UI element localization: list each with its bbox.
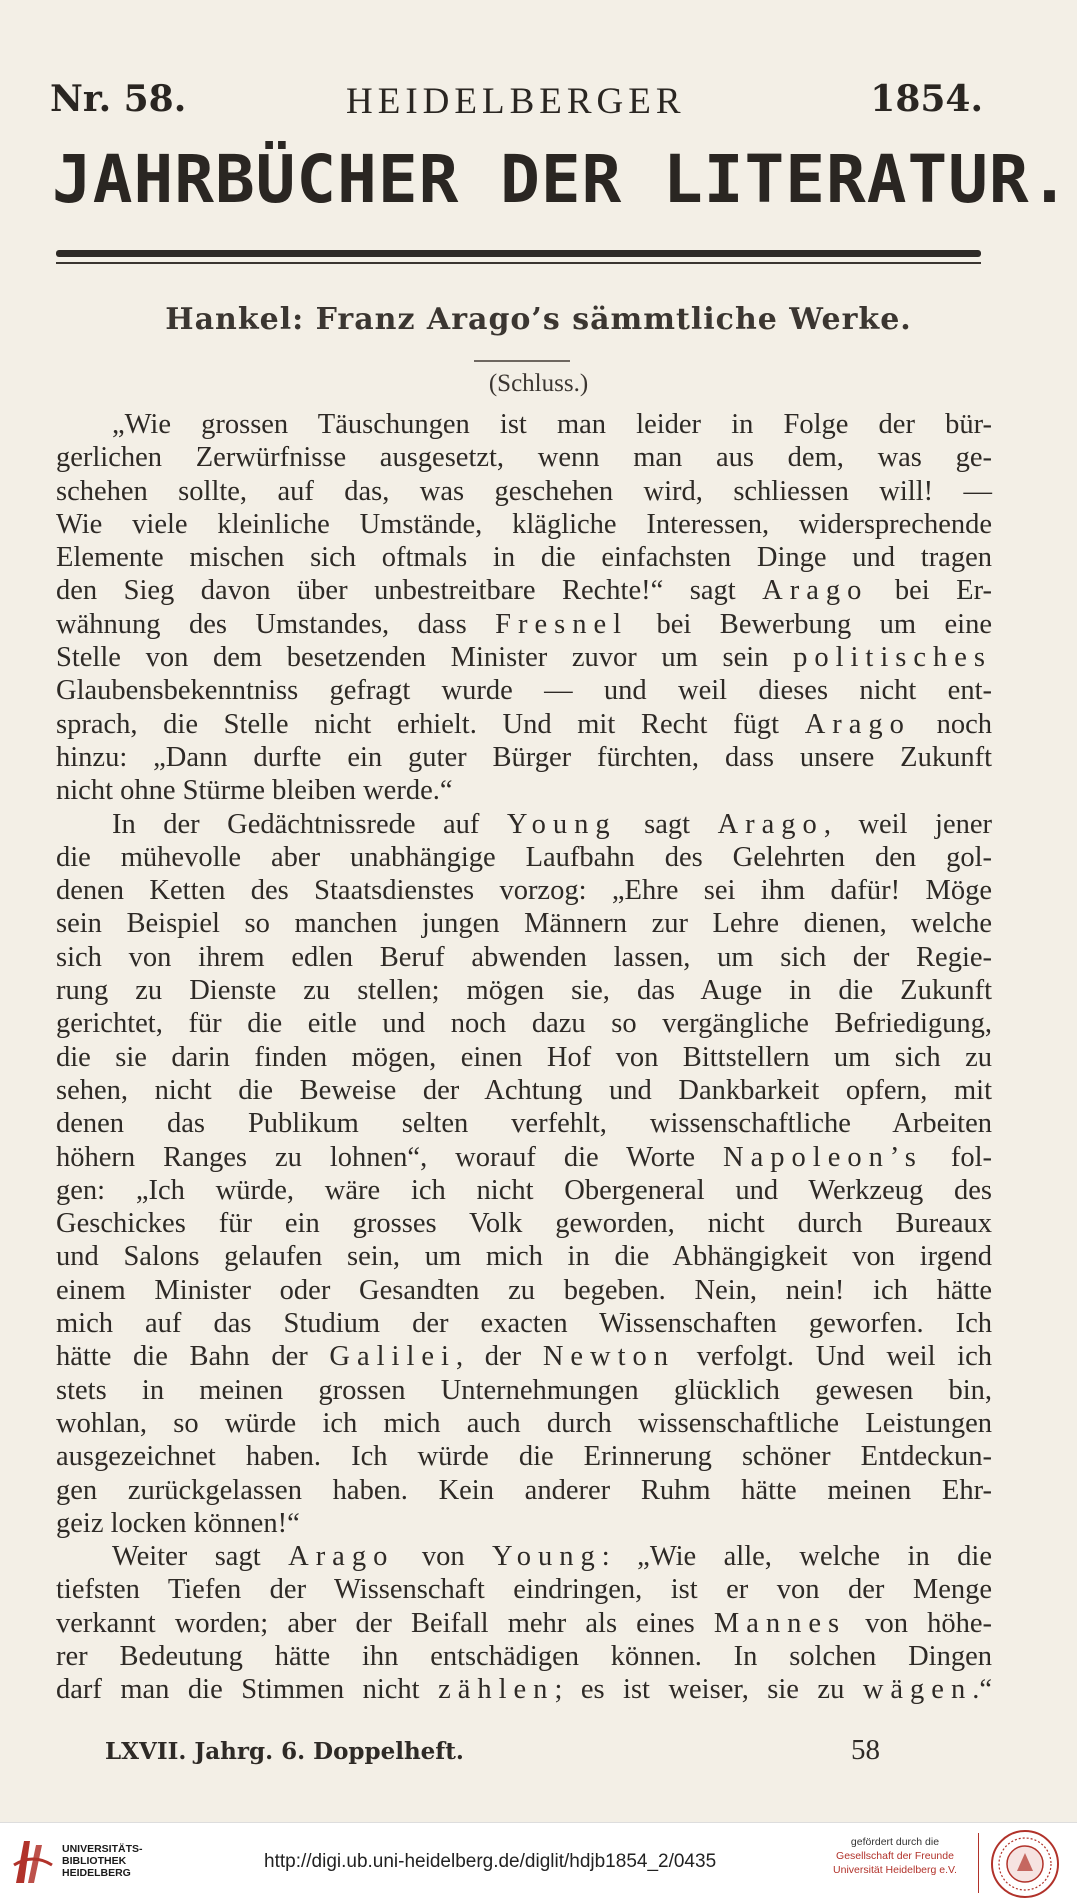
spaced-name: Napoleon’s [723, 1141, 923, 1173]
text-line [56, 1041, 992, 1074]
text-segment: und Salons gelaufen sein, um mich in die Abhängigkeit von irgend [56, 1241, 992, 1273]
text-line [56, 1207, 992, 1240]
spaced-name: Newton [542, 1341, 676, 1373]
text-segment: rung zu Dienste zu stellen; mögen sie, das Auge in die Zukunft [56, 975, 992, 1007]
text-segment: schehen sollte, auf das, was geschehen wird, schliessen will! — [56, 475, 992, 507]
text-line [56, 574, 992, 607]
text-segment: die sie darin finden mögen, einen Hof von Bittstellern um sich zu [56, 1041, 992, 1073]
text-line [56, 1540, 992, 1573]
masthead-rule-thick [56, 250, 981, 257]
text-segment: Elemente mischen sich oftmals in die einfachsten Dinge und tragen [56, 542, 992, 574]
spaced-name: Galilei [329, 1341, 456, 1373]
library-name-line: UNIVERSITÄTS- [62, 1843, 143, 1855]
title-divider [474, 360, 570, 362]
text-segment: höhern Ranges zu lohnen“, worauf die Worte [56, 1141, 724, 1173]
text-segment: tiefsten Tiefen der Wissenschaft eindringen, ist er von der Menge [56, 1574, 992, 1606]
text-line [56, 475, 992, 508]
text-line [56, 708, 992, 741]
spaced-name: Arago [288, 1541, 395, 1573]
text-line [56, 1673, 992, 1706]
text-line [56, 1607, 992, 1640]
text-line [56, 974, 992, 1007]
spaced-name: zählen [438, 1674, 555, 1706]
text-segment: gerlichen Zerwürfnisse ausgesetzt, wenn man aus dem, was ge- [56, 442, 992, 474]
permalink-url[interactable]: http://digi.ub.uni-heidelberg.de/diglit/hdjb1854_2/0435 [264, 1851, 717, 1872]
article-body [56, 408, 992, 1707]
text-line [56, 1007, 992, 1040]
text-segment: In der Gedächtnissrede auf [112, 808, 507, 840]
text-segment: .“ [972, 1674, 992, 1706]
text-line [56, 1340, 992, 1373]
text-segment: nicht ohne Stürme bleiben werde.“ [56, 775, 453, 807]
text-segment: Stelle von dem besetzenden Minister zuvor um sein [56, 642, 794, 674]
text-line [56, 808, 992, 841]
issue-number: Nr. 58. [50, 78, 187, 120]
text-segment: , der [455, 1341, 543, 1373]
sponsor-line: gefördert durch die [850, 1836, 940, 1848]
spaced-name: Young [506, 808, 617, 840]
text-segment: hätte die Bahn der [56, 1341, 330, 1373]
text-line [56, 441, 992, 474]
text-line [56, 1440, 992, 1473]
text-segment: gen zurückgelassen haben. Kein anderer Ruhm hätte meinen Ehr- [56, 1474, 992, 1506]
text-segment: bei Bewerbung um eine [628, 608, 992, 640]
sponsor-note [820, 1835, 970, 1877]
text-line [56, 907, 992, 940]
library-logo-icon[interactable] [10, 1835, 56, 1889]
text-segment: ausgezeichnet haben. Ich würde die Erinnerung schöner Entdeckun- [56, 1441, 992, 1473]
text-segment: „Wie grossen Täuschungen ist man leider in Folge der bür- [112, 409, 992, 440]
text-line [56, 774, 992, 807]
text-segment: sehen, nicht die Beweise der Achtung und Dankbarkeit opfern, mit [56, 1074, 992, 1106]
text-segment: von höhe- [846, 1607, 993, 1639]
library-name-line: BIBLIOTHEK [62, 1855, 127, 1867]
text-line [56, 641, 992, 674]
text-line [56, 1107, 992, 1140]
page-footer [105, 1734, 895, 1766]
text-segment: fol- [922, 1141, 992, 1173]
text-segment: mich auf das Studium der exacten Wissenschaften geworfen. Ich [56, 1308, 992, 1340]
text-line [56, 1474, 992, 1507]
text-line [56, 608, 992, 641]
text-segment: gerichtet, für die eitle und noch dazu so vergängliche Befriedigung, [56, 1008, 992, 1040]
text-line [56, 541, 992, 574]
digitization-banner [0, 1822, 1077, 1902]
text-segment: wähnung des Umstandes, dass [56, 608, 496, 640]
article-subtitle: (Schluss.) [488, 370, 589, 397]
text-line [56, 941, 992, 974]
text-segment: geiz locken können!“ [56, 1507, 300, 1539]
text-segment: gen: „Ich würde, wäre ich nicht Obergeneral und Werkzeug des [56, 1174, 992, 1206]
text-segment: bei Er- [868, 575, 992, 607]
text-line [56, 1374, 992, 1407]
text-segment: sagt [616, 808, 718, 840]
text-line [56, 1141, 992, 1174]
text-segment: von [394, 1541, 493, 1573]
text-segment: verfolgt. Und weil ich [675, 1341, 993, 1373]
text-segment: Weiter sagt [112, 1541, 289, 1573]
masthead-rule-thin [56, 262, 981, 264]
spaced-name: Arago [804, 708, 911, 740]
text-segment: sprach, die Stelle nicht erhielt. Und mit Recht fügt [56, 708, 805, 740]
text-segment: verkannt worden; aber der Beifall mehr als eines [56, 1607, 714, 1639]
library-name [62, 1843, 143, 1879]
journal-city: HEIDELBERGER [346, 81, 686, 122]
volume-signature: LXVII. Jahrg. 6. Doppelheft. [105, 1738, 464, 1765]
text-segment: : „Wie alle, welche in die [601, 1541, 992, 1573]
article-title: Hankel: Franz Arago’s sämmtliche Werke. [165, 302, 912, 337]
spaced-name: wägen [862, 1674, 973, 1706]
text-line [56, 1174, 992, 1207]
text-segment: denen Ketten des Staatsdienstes vorzog: „Ehre sei ihm dafür! Möge [56, 875, 992, 907]
text-segment: Wie viele kleinliche Umstände, klägliche Interessen, widersprechende [56, 508, 992, 540]
text-segment: darf man die Stimmen nicht [56, 1674, 439, 1706]
banner-divider [978, 1833, 979, 1893]
text-line [56, 408, 992, 441]
text-segment: stets in meinen grossen Unternehmungen glücklich gewesen bin, [56, 1374, 992, 1406]
text-line [56, 874, 992, 907]
text-segment: hinzu: „Dann durfte ein guter Bürger fürchten, dass unsere Zukunft [56, 741, 992, 773]
sponsor-line: Gesellschaft der Freunde [836, 1850, 954, 1862]
spaced-name: politisches [793, 642, 992, 674]
issue-year: 1854. [870, 78, 983, 120]
spaced-name: Arago [762, 575, 869, 607]
text-line [56, 1307, 992, 1340]
text-segment: ; es ist weiser, sie zu [554, 1674, 863, 1706]
spaced-name: Arago [717, 808, 824, 840]
text-segment: noch [910, 708, 992, 740]
text-line [56, 508, 992, 541]
text-line [56, 1573, 992, 1606]
spaced-name: Fresnel [495, 608, 629, 640]
text-line [56, 1407, 992, 1440]
university-seal-icon[interactable] [990, 1829, 1060, 1899]
text-line [56, 741, 992, 774]
masthead [50, 78, 985, 128]
text-segment: sich von ihrem edlen Beruf abwenden lassen, um sich der Regie- [56, 941, 992, 973]
text-segment: wohlan, so würde ich mich auch durch wissenschaftliche Leistungen [56, 1407, 992, 1439]
journal-title: JAHRBÜCHER DER LITERATUR. [52, 141, 1071, 218]
text-segment: die mühevolle aber unabhängige Laufbahn des Gelehrten den gol- [56, 841, 992, 873]
text-segment: einem Minister oder Gesandten zu begeben. Nein, nein! ich hätte [56, 1274, 992, 1306]
text-line [56, 674, 992, 707]
spaced-name: Young [492, 1541, 602, 1573]
text-line [56, 1507, 992, 1540]
text-line [56, 1274, 992, 1307]
text-segment: Geschickes für ein grosses Volk geworden, nicht durch Bureaux [56, 1208, 992, 1240]
text-segment: den Sieg davon über unbestreitbare Rechte!“ sagt [56, 575, 763, 607]
text-line [56, 1640, 992, 1673]
text-segment: sein Beispiel so manchen jungen Männern zur Lehre dienen, welche [56, 908, 992, 940]
text-segment: rer Bedeutung hätte ihn entschädigen können. In solchen Dingen [56, 1640, 992, 1672]
text-segment: , weil jener [823, 808, 992, 840]
text-line [56, 1240, 992, 1273]
text-segment: Glaubensbekenntniss gefragt wurde — und weil dieses nicht ent- [56, 675, 992, 707]
spaced-name: Mannes [713, 1607, 847, 1639]
page-number: 58 [851, 1734, 880, 1766]
text-segment: denen das Publikum selten verfehlt, wissenschaftliche Arbeiten [56, 1108, 992, 1140]
text-line [56, 1074, 992, 1107]
library-name-line: HEIDELBERG [62, 1867, 131, 1879]
sponsor-line: Universität Heidelberg e.V. [833, 1864, 957, 1876]
text-line [56, 841, 992, 874]
